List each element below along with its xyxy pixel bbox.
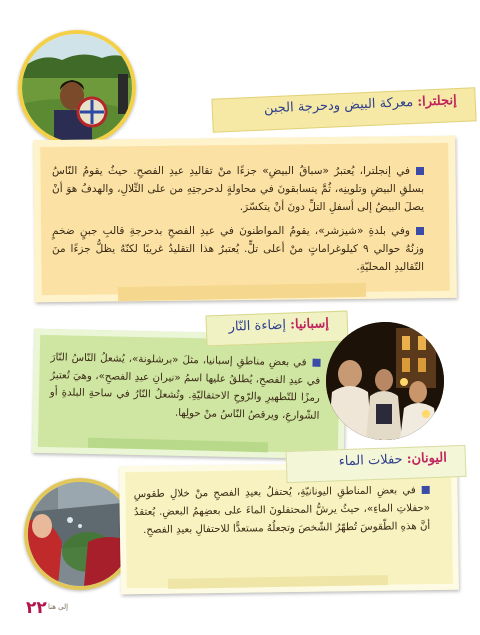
bullet-icon [416, 167, 424, 175]
england-paragraph-2 [52, 222, 424, 276]
bullet-icon [312, 359, 320, 367]
greece-title-sub: حفلات الماء [338, 452, 403, 470]
spain-title-banner [206, 311, 349, 347]
greece-title-banner [285, 445, 466, 483]
spain-title-main: إسبانيا: [289, 316, 330, 333]
bullet-icon [416, 227, 424, 235]
spain-title-sub: إضاءة النّار [228, 317, 287, 335]
spain-photo [326, 322, 444, 440]
england-photo [18, 30, 136, 146]
england-paragraph-2-text: وفي بلدةِ «شيزشر»، يقومُ المواطنونَ في عيدِ الفصحِ بدحرجةِ قالبِ جبنٍ ضخمٍ وزنُهُ حوالي ٩ كيلوغراماتٍ منْ أعلى تلٍّ. يُعتبرُ هذا التقليدُ غريبًا لكنّهُ يظلُّ جزءًا منَ التّقاليدِ المحليّةِ. [52, 225, 425, 273]
england-paragraph-1 [52, 162, 424, 216]
spain-paragraph-text: في بعضِ مناطقِ إسبانيا، مثلَ «برشلونة»، يُشعلُ النّاسُ النّارَ في عيدِ الفصحِ، يُطلقُ عليها اسمُ «نيرانِ عيدِ الفصحِ»، وهيَ تُعتبرُ رمزًا للتّطهيرِ والرّوحِ الاحتفاليّةِ. وتُشعلُ النّارُ في ساحةِ البلدةِ أو الشّوارعِ، ويرقصُ النّاسُ منْ حولِها. [49, 352, 321, 422]
footer-text: إلى هنا [48, 603, 69, 611]
spain-paragraph [49, 349, 320, 425]
bullet-icon [422, 486, 430, 494]
england-title-sub: معركة البيض ودحرجة الجبن [263, 94, 414, 117]
england-title-main: إنجلترا: [416, 93, 458, 110]
page-number: ٢٢ [26, 598, 47, 618]
england-paragraph-1-text: في إنجلترا، يُعتبرُ «سباقُ البيضِ» جزءًا منْ تقاليدِ عيدِ الفصحِ. حيثُ يقومُ النّاسُ بسلقِ البيضِ وتلوينِه، ثُمَّ يتسابقونَ في محاولةٍ لدحرجتِهِ من على التِّلالِ، والهدفُ هوَ أنْ يصلَ البيضُ إلى أسفلِ التلِّ دونَ أنْ يتكسّرَ. [52, 165, 424, 213]
greece-paragraph-text: في بعضِ المناطقِ اليونانيّةِ، يُحتفلُ بعيدِ الفصحِ منْ خلالِ طقوسِ «حفلاتِ الماءِ»، حيثُ يرشُّ المحتفلونَ الماءَ على بعضِهمُ البعضِ. يُعتقدُ أنَّ هذهِ الطّقوسَ تُطهّرُ الشّخصَ وتجعلُهُ مستعدًّا للاحتفالِ بعيدِ الفصحِ. [133, 485, 431, 536]
greece-title-main: اليونان: [406, 450, 448, 467]
england-title-banner [211, 87, 476, 132]
greece-paragraph [134, 482, 431, 540]
england-card [33, 136, 457, 302]
